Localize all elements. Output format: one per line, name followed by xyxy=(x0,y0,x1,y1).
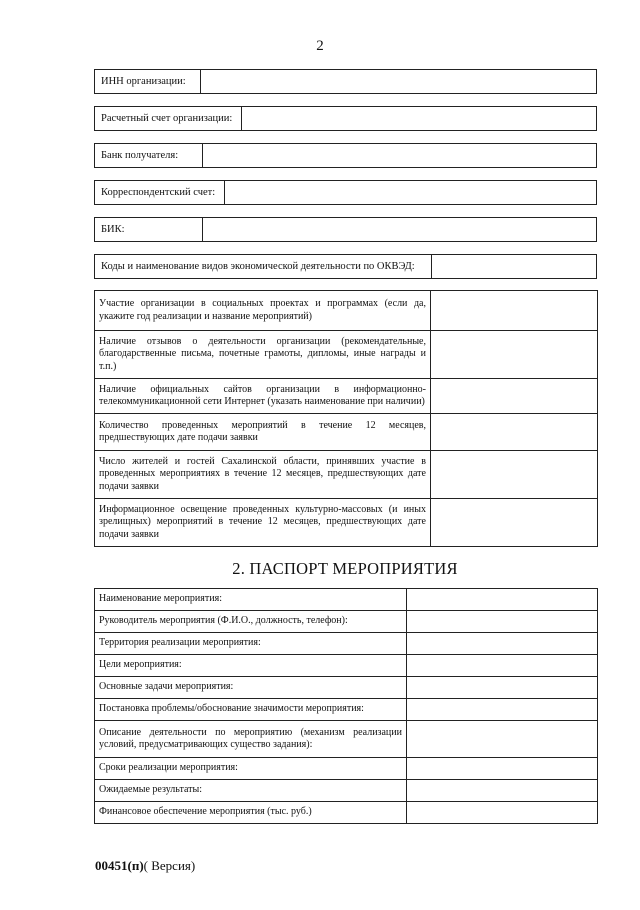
bank-value[interactable] xyxy=(203,144,596,167)
table-row xyxy=(95,291,598,331)
question-cell: Постановка проблемы/обоснование значимости мероприятия: xyxy=(95,699,407,721)
question-cell: Информационное освещение проведенных культурно-массовых (и иных зрелищных) мероприятий в течение 12 месяцев, предшествующих дате подачи заявки xyxy=(95,499,431,547)
bank-field xyxy=(94,143,597,168)
document-version: ( Версия) xyxy=(143,858,196,873)
inn-label: ИНН организации: xyxy=(95,70,201,93)
page-number: 2 xyxy=(316,38,324,54)
answer-cell[interactable] xyxy=(431,414,598,451)
answer-cell[interactable] xyxy=(407,611,598,633)
question-cell: Руководитель мероприятия (Ф.И.О., должность, телефон): xyxy=(95,611,407,633)
inn-field xyxy=(94,69,597,94)
table-row xyxy=(95,802,598,824)
org-info-table xyxy=(94,290,598,547)
table-row xyxy=(95,499,598,547)
table-row xyxy=(95,589,598,611)
section-title: 2. ПАСПОРТ МЕРОПРИЯТИЯ xyxy=(232,559,458,578)
table-row xyxy=(95,655,598,677)
question-cell: Финансовое обеспечение мероприятия (тыс. руб.) xyxy=(95,802,407,824)
question-cell: Описание деятельности по мероприятию (механизм реализации условий, предусматривающих существо задания): xyxy=(95,721,407,758)
table-row xyxy=(95,414,598,451)
document-code: 00451(п) xyxy=(95,858,144,873)
question-cell: Участие организации в социальных проектах и программах (если да, укажите год реализации и название мероприятий) xyxy=(95,291,431,331)
question-cell: Наличие отзывов о деятельности организации (рекомендательные, благодарственные письма, почетные грамоты, дипломы, иные награды и т.п.) xyxy=(95,331,431,379)
answer-cell[interactable] xyxy=(431,379,598,414)
corr-account-field xyxy=(94,180,597,205)
bik-field xyxy=(94,217,597,242)
table-row xyxy=(95,758,598,780)
question-cell: Территория реализации мероприятия: xyxy=(95,633,407,655)
answer-cell[interactable] xyxy=(407,655,598,677)
corr-account-value[interactable] xyxy=(225,181,596,204)
table-row xyxy=(95,721,598,758)
bik-value[interactable] xyxy=(203,218,596,241)
bank-label: Банк получателя: xyxy=(95,144,203,167)
table-row xyxy=(95,379,598,414)
table-row xyxy=(95,611,598,633)
question-cell: Наименование мероприятия: xyxy=(95,589,407,611)
okved-value[interactable] xyxy=(432,255,596,278)
account-label: Расчетный счет организации: xyxy=(95,107,242,130)
account-value[interactable] xyxy=(242,107,596,130)
question-cell: Сроки реализации мероприятия: xyxy=(95,758,407,780)
okved-label: Коды и наименование видов экономической деятельности по ОКВЭД: xyxy=(95,255,432,278)
question-cell: Цели мероприятия: xyxy=(95,655,407,677)
document-footer xyxy=(95,858,195,874)
question-cell: Количество проведенных мероприятий в течение 12 месяцев, предшествующих дате подачи заявки xyxy=(95,414,431,451)
answer-cell[interactable] xyxy=(407,677,598,699)
inn-value[interactable] xyxy=(201,70,596,93)
account-field xyxy=(94,106,597,131)
answer-cell[interactable] xyxy=(407,589,598,611)
question-cell: Основные задачи мероприятия: xyxy=(95,677,407,699)
question-cell: Наличие официальных сайтов организации в информационно-телекоммуникационной сети Интернет (указать наименование при наличии) xyxy=(95,379,431,414)
okved-field xyxy=(94,254,597,279)
answer-cell[interactable] xyxy=(431,451,598,499)
answer-cell[interactable] xyxy=(407,802,598,824)
table-row xyxy=(95,331,598,379)
answer-cell[interactable] xyxy=(431,331,598,379)
table-row xyxy=(95,699,598,721)
table-row xyxy=(95,780,598,802)
answer-cell[interactable] xyxy=(407,721,598,758)
answer-cell[interactable] xyxy=(431,499,598,547)
question-cell: Число жителей и гостей Сахалинской области, принявших участие в проведенных мероприятиях в течение 12 месяцев, предшествующих дате подачи заявки xyxy=(95,451,431,499)
question-cell: Ожидаемые результаты: xyxy=(95,780,407,802)
table-row xyxy=(95,677,598,699)
answer-cell[interactable] xyxy=(407,780,598,802)
bik-label: БИК: xyxy=(95,218,203,241)
answer-cell[interactable] xyxy=(407,758,598,780)
answer-cell[interactable] xyxy=(407,699,598,721)
corr-account-label: Корреспондентский счет: xyxy=(95,181,225,204)
answer-cell[interactable] xyxy=(407,633,598,655)
answer-cell[interactable] xyxy=(431,291,598,331)
table-row xyxy=(95,633,598,655)
passport-table xyxy=(94,588,598,824)
table-row xyxy=(95,451,598,499)
